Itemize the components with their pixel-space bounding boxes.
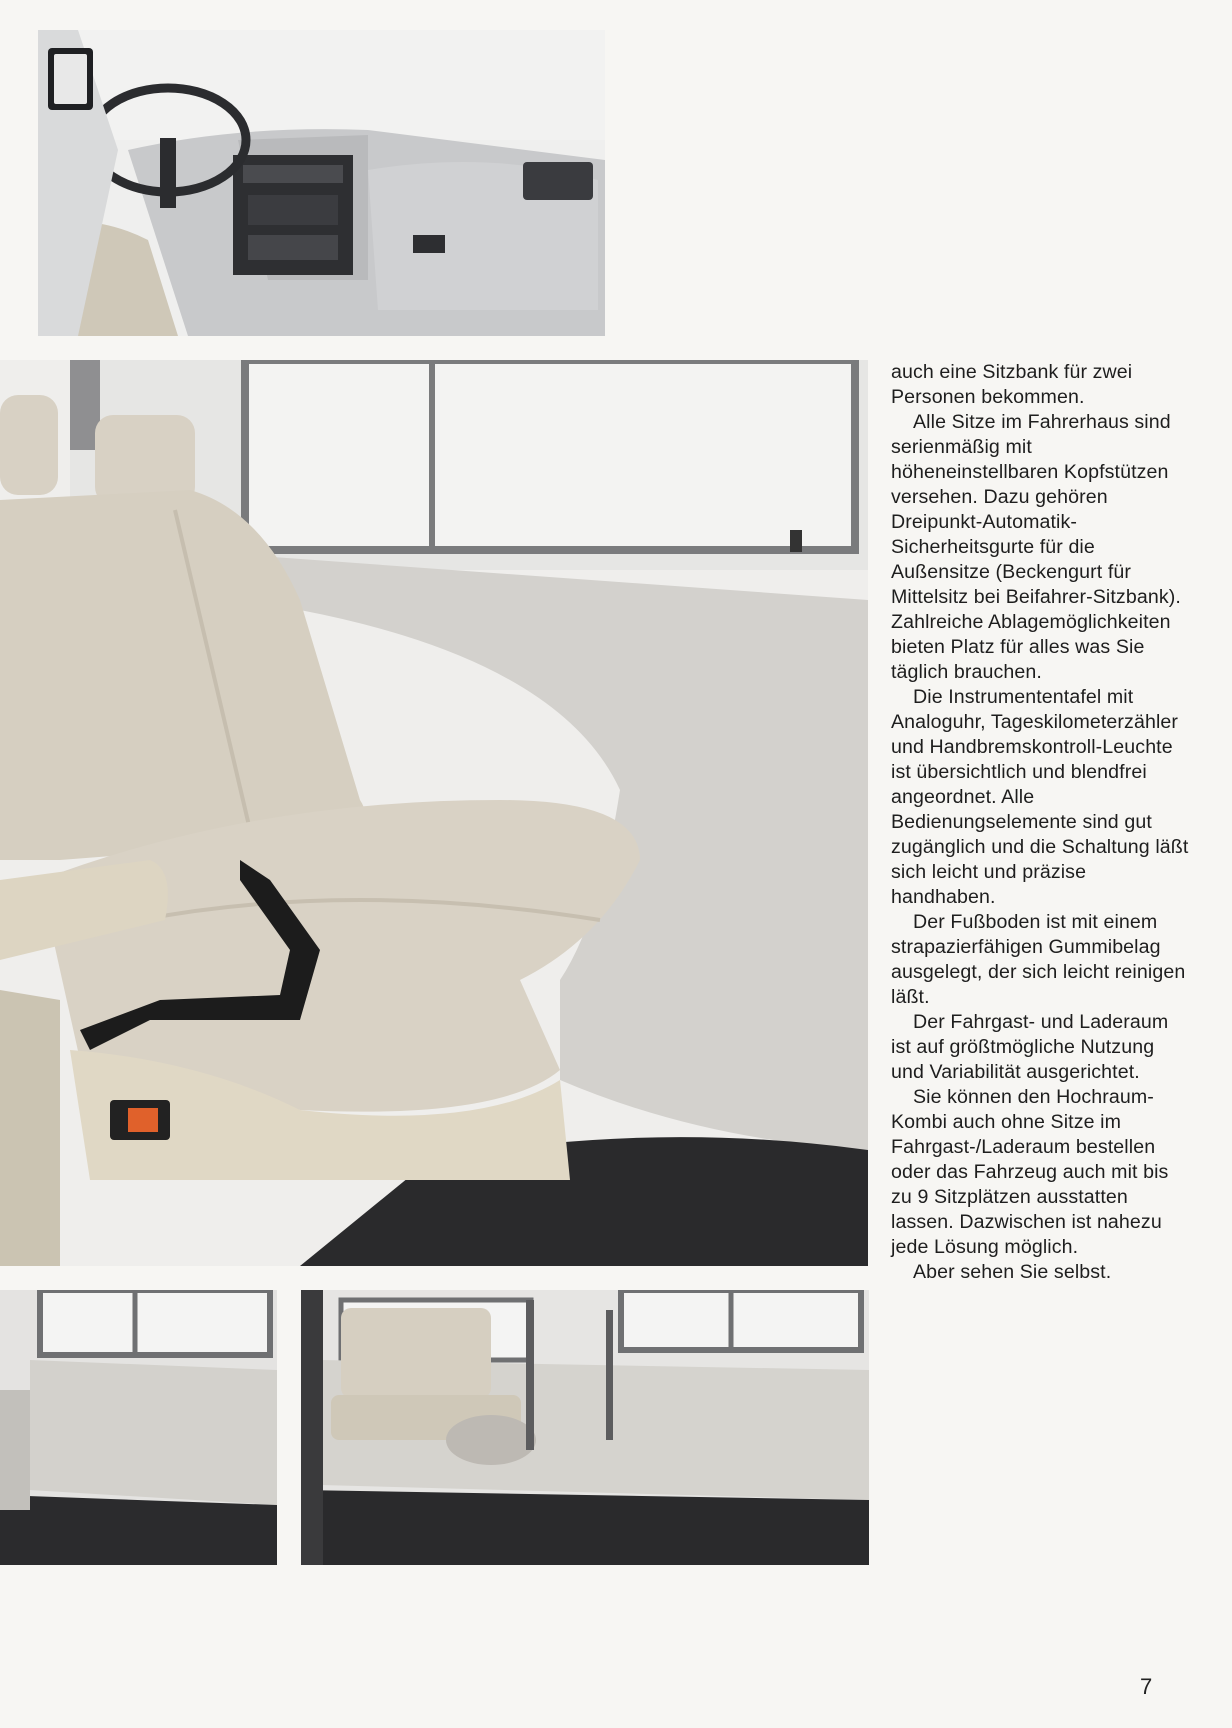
body-text-column: [891, 360, 1191, 1285]
dashboard-photo: [38, 30, 605, 336]
body-paragraph: Sie können den Hochraum-Kombi auch ohne Sitze im Fahrgast-/Laderaum bestellen oder das Fahrzeug auch mit bis zu 9 Sitzplätzen ausstatten lassen. Dazwischen ist nahezu jede Lösung möglich.: [891, 1086, 1169, 1258]
body-paragraph: Die Instrumententafel mit Analoguhr, Tageskilometerzähler und Handbremskontroll-Leuchte ist übersichtlich und blendfrei angeordnet. Alle Bedienungselemente sind gut zugänglich und die Schaltung läßt sich leicht und präzise handhaben.: [891, 686, 1189, 908]
page-number: 7: [1140, 1674, 1153, 1699]
bench-seat-photo: [0, 360, 868, 1266]
folded-bench-photo: [301, 1290, 869, 1565]
body-paragraph: Der Fahrgast- und Laderaum ist auf größtmögliche Nutzung und Variabilität ausgerichtet.: [891, 1011, 1169, 1083]
body-paragraph: Alle Sitze im Fahrerhaus sind serienmäßig mit höheneinstellbaren Kopfstützen versehen. Dazu gehören Dreipunkt-Automatik-Sicherheitsgurte für die Außensitze (Beckengurt für Mittelsitz bei Beifahrer-Sitzbank). Zahlreiche Ablagemöglichkeiten bieten Platz für alles was Sie täglich brauchen.: [891, 411, 1181, 683]
body-paragraph: auch eine Sitzbank für zwei Personen bekommen.: [891, 361, 1133, 408]
body-paragraph: Der Fußboden ist mit einem strapazierfähigen Gummibelag ausgelegt, der sich leicht reinigen läßt.: [891, 911, 1186, 1008]
body-paragraph: Aber sehen Sie selbst.: [913, 1261, 1112, 1283]
empty-cargo-photo: [0, 1290, 277, 1565]
